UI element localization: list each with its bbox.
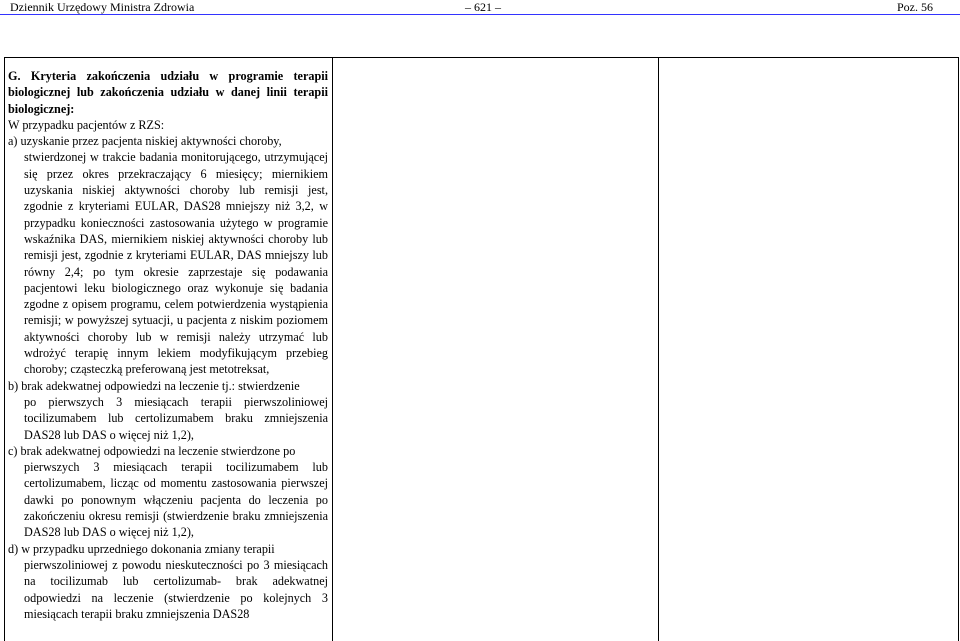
list-item-a <box>8 133 328 149</box>
section-content <box>8 68 328 622</box>
page-number: – 621 – <box>465 0 501 14</box>
list-item-d-label: d) <box>8 541 19 556</box>
list-item-c-label: c) <box>8 443 18 458</box>
header-divider <box>0 14 960 15</box>
list-item-d-first-line: w przypadku uprzedniego dokonania zmiany terapii <box>21 541 275 556</box>
journal-title: Dziennik Urzędowy Ministra Zdrowia <box>10 0 195 14</box>
list-item-d <box>8 541 328 557</box>
list-item-b <box>8 378 328 394</box>
table-column-middle <box>332 57 659 641</box>
list-item-a-first-line: uzyskanie przez pacjenta niskiej aktywności choroby, <box>20 134 282 149</box>
position-number: Poz. 56 <box>897 0 933 14</box>
list-item-c <box>8 443 328 459</box>
list-item-a-body: stwierdzonej w trakcie badania monitorującego, utrzymującej się przez okres przekraczający 6 miesięcy; miernikiem uzyskania niskiej aktywności choroby lub remisji jest, zgodnie z kryteriami EULAR, DAS28 mniejszy niż 3,2, w przypadku konieczności zastosowania użytego w programie wskaźnika DAS, miernikiem niskiej aktywności choroby lub remisji jest, zgodnie z kryteriami EULAR, DAS mniejszy lub równy 2,4; po tym okresie zaprzestaje się podawania pacjentowi leku biologicznego oraz wykonuje się badania zgodne z opisem programu, celem potwierdzenia wystąpienia remisji; w powyższej sytuacji, u pacjenta z niskim poziomem aktywności choroby lub w remisji należy utrzymać lub wdrożyć terapię innym lekiem modyfikującym przebieg choroby; cząsteczką preferowaną jest metotreksat, <box>24 150 328 377</box>
table-column-left <box>4 57 333 641</box>
page-header <box>0 0 960 14</box>
table-column-right <box>659 57 959 641</box>
section-intro: W przypadku pacjentów z RZS: <box>8 117 165 132</box>
list-item-a-label: a) <box>8 134 18 149</box>
list-item-d-body: pierwszoliniowej z powodu nieskuteczności po 3 miesiącach na tocilizumab lub certolizumab- brak adekwatnej odpowiedzi na leczenie (stwierdzenie po kolejnych 3 miesiącach terapii braku zmniejszenia DAS28 <box>24 557 328 621</box>
list-item-b-label: b) <box>8 378 19 393</box>
list-item-b-first-line: brak adekwatnej odpowiedzi na leczenie tj.: stwierdzenie <box>21 378 300 393</box>
document-table <box>4 57 959 640</box>
list-item-c-body: pierwszych 3 miesiącach terapii tocilizumabem lub certolizumabem, licząc od momentu zastosowania pierwszej dawki po ponownym włączeniu pacjenta do leczenia po zakończeniu okresu remisji (stwierdzenie braku zmniejszenia DAS28 lub DAS o więcej niż 1,2), <box>24 460 328 540</box>
list-item-c-first-line: brak adekwatnej odpowiedzi na leczenie stwierdzone po <box>20 443 296 458</box>
section-title: G. Kryteria zakończenia udziału w programie terapii biologicznej lub zakończenia udziału w danej linii terapii biologicznej: <box>8 69 328 116</box>
list-item-b-body: po pierwszych 3 miesiącach terapii pierwszoliniowej tocilizumabem lub certolizumabem braku zmniejszenia DAS28 lub DAS o więcej niż 1,2), <box>24 394 328 442</box>
